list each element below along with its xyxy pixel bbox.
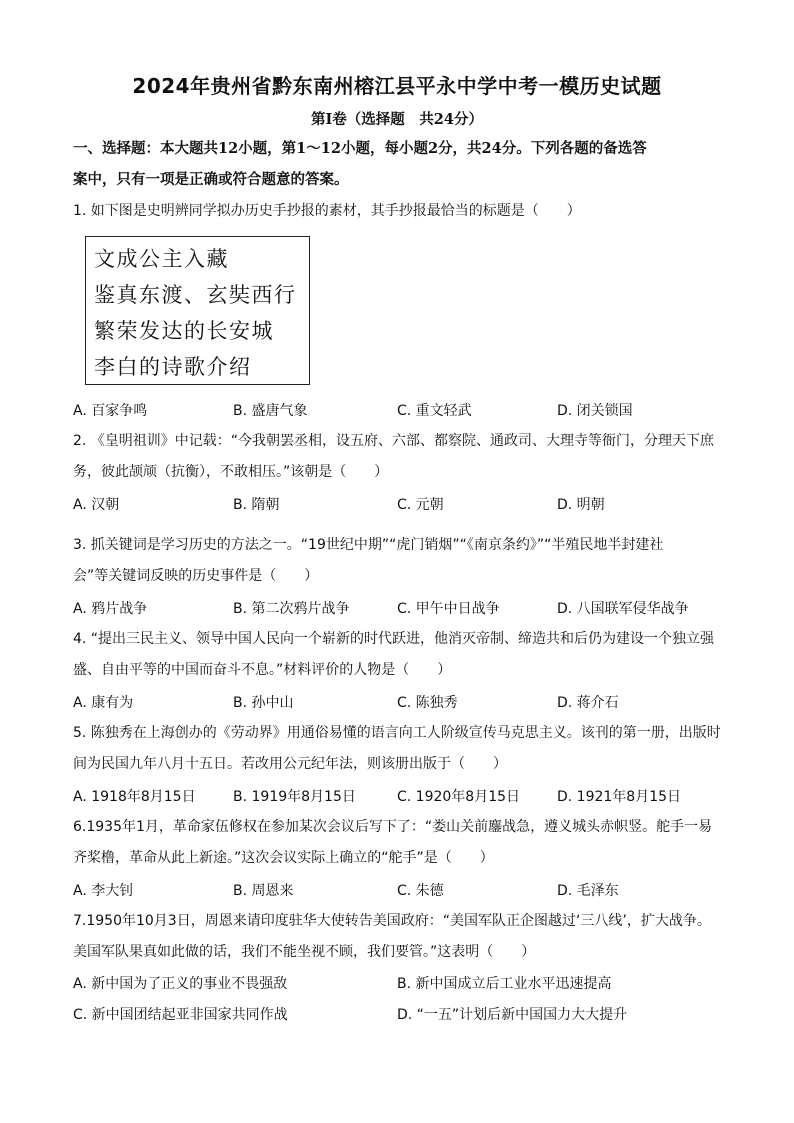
question-7-stem-line-2: 美国军队果真如此做的话，我们不能坐视不顾，我们要管。”这表明（ ） — [73, 944, 536, 960]
question-6-stem-line-2: 齐桨橹，革命从此上新途。”这次会议实际上确立的“舵手”是（ ） — [73, 850, 494, 866]
q5-option-b[interactable]: B. 1919年8月15日 — [233, 789, 356, 805]
question-7-stem-line-1: 7.1950年10月3日，周恩来请印度驻华大使转告美国政府：“美国军队正企图越过‘三八线’，扩大战争。 — [73, 913, 711, 929]
material-line: 文成公主入藏 — [94, 247, 229, 271]
material-line: 李白的诗歌介绍 — [94, 355, 252, 379]
q1-option-b[interactable]: B. 盛唐气象 — [233, 403, 308, 419]
material-line: 繁荣发达的长安城 — [94, 319, 274, 343]
q4-option-b[interactable]: B. 孙中山 — [233, 695, 294, 711]
q1-option-c[interactable]: C. 重文轻武 — [397, 403, 472, 419]
q2-option-c[interactable]: C. 元朝 — [397, 497, 444, 513]
question-5-stem-line-1: 5. 陈独秀在上海创办的《劳动界》用通俗易懂的语言向工人阶级宣传马克思主义。该刊的第一册，出版时 — [73, 725, 721, 741]
q1-option-a[interactable]: A. 百家争鸣 — [73, 403, 148, 419]
q6-option-b[interactable]: B. 周恩来 — [233, 883, 294, 899]
instructions-line-2: 案中，只有一项是正确或符合题意的答案。 — [73, 171, 349, 188]
question-4-stem-line-1: 4. “提出三民主义、领导中国人民向一个崭新的时代跃进，他消灭帝制、缔造共和后仍为建设一个独立强 — [73, 631, 715, 647]
q7-option-c[interactable]: C. 新中国团结起亚非国家共同作战 — [73, 1007, 288, 1023]
q1-option-d[interactable]: D. 闭关锁国 — [557, 403, 633, 419]
question-3-stem-line-1: 3. 抓关键词是学习历史的方法之一。“19世纪中期”“虎门销烟”“《南京条约》”“半殖民地半封建社 — [73, 537, 664, 553]
q5-option-c[interactable]: C. 1920年8月15日 — [397, 789, 521, 805]
q5-option-a[interactable]: A. 1918年8月15日 — [73, 789, 196, 805]
q5-option-d[interactable]: D. 1921年8月15日 — [557, 789, 682, 805]
q4-option-c[interactable]: C. 陈独秀 — [397, 695, 458, 711]
question-1-stem: 1. 如下图是史明辨同学拟办历史手抄报的素材，其手抄报最恰当的标题是（ ） — [73, 203, 581, 219]
q4-option-a[interactable]: A. 康有为 — [73, 695, 134, 711]
question-4-stem-line-2: 盛、自由平等的中国而奋斗不息。”材料评价的人物是（ ） — [73, 662, 452, 678]
q6-option-c[interactable]: C. 朱德 — [397, 883, 444, 899]
q7-option-d[interactable]: D. “一五”计划后新中国国力大大提升 — [397, 1007, 628, 1023]
q3-option-b[interactable]: B. 第二次鸦片战争 — [233, 601, 350, 617]
question-1-material-box — [85, 236, 310, 385]
material-line: 鉴真东渡、玄奘西行 — [94, 283, 297, 307]
instructions-line-1: 一、选择题：本大题共12小题，第1～12小题，每小题2分，共24分。下列各题的备选答 — [73, 140, 647, 157]
question-6-stem-line-1: 6.1935年1月，革命家伍修权在参加某次会议后写下了：“娄山关前鏖战急，遵义城头赤帜竖。舵手一易 — [73, 819, 713, 835]
q4-option-d[interactable]: D. 蒋介石 — [557, 695, 619, 711]
q6-option-d[interactable]: D. 毛泽东 — [557, 883, 619, 899]
q3-option-d[interactable]: D. 八国联军侵华战争 — [557, 601, 689, 617]
q6-option-a[interactable]: A. 李大钊 — [73, 883, 134, 899]
q3-option-a[interactable]: A. 鸦片战争 — [73, 601, 148, 617]
question-2-stem-line-1: 2. 《皇明祖训》中记载：“今我朝罢丞相，设五府、六部、都察院、通政司、大理寺等衙门，分理天下庶 — [73, 433, 715, 449]
section-subtitle: 第Ⅰ卷（选择题 共24分） — [311, 111, 483, 128]
page-title: 2024年贵州省黔东南州榕江县平永中学中考一模历史试题 — [132, 74, 662, 98]
question-2-stem-line-2: 务，彼此颉颃（抗衡），不敢相压。”该朝是（ ） — [73, 464, 389, 480]
q7-option-b[interactable]: B. 新中国成立后工业水平迅速提高 — [397, 976, 612, 992]
question-5-stem-line-2: 间为民国九年八月十五日。若改用公元纪年法，则该册出版于（ ） — [73, 756, 507, 772]
question-3-stem-line-2: 会”等关键词反映的历史事件是（ ） — [73, 568, 319, 584]
q3-option-c[interactable]: C. 甲午中日战争 — [397, 601, 500, 617]
q2-option-b[interactable]: B. 隋朝 — [233, 497, 280, 513]
q2-option-a[interactable]: A. 汉朝 — [73, 497, 120, 513]
q2-option-d[interactable]: D. 明朝 — [557, 497, 605, 513]
q7-option-a[interactable]: A. 新中国为了正义的事业不畏强敌 — [73, 976, 288, 992]
